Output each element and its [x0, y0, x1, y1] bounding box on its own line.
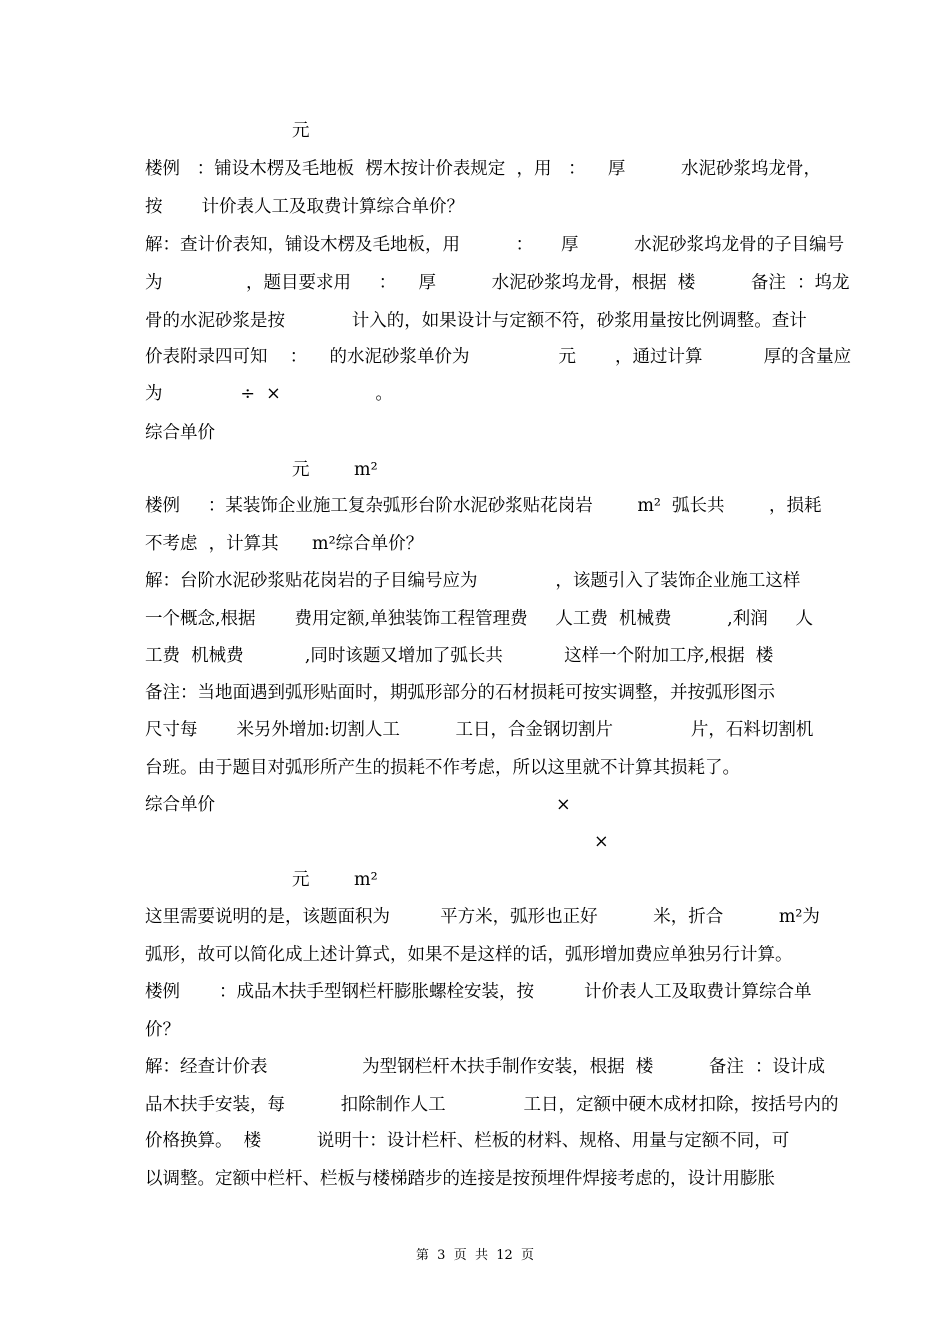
text-line: 这里需要说明的是，该题面积为 平方米，弧形也正好 米，折合 m²为	[145, 907, 820, 927]
text-line: 为 ÷ × 。	[145, 384, 393, 404]
text-line: 骨的水泥砂浆是按 计入的，如果设计与定额不符，砂浆用量按比例调整。查计	[145, 311, 807, 331]
text-line: 元	[292, 121, 310, 141]
text-line: 尺寸每 米另外增加:切割人工 工日，合金钢切割片 片，石料切割机	[145, 720, 814, 740]
text-line: 按 计价表人工及取费计算综合单价？	[145, 197, 464, 217]
text-line: 解：查计价表知，铺设木楞及毛地板，用 ： 厚 水泥砂浆坞龙骨的子目编号	[145, 235, 845, 255]
text-line: 弧形，故可以简化成上述计算式，如果不是这样的话，弧形增加费应单独另行计算。	[145, 945, 793, 965]
text-line: 楼例 ：某装饰企业施工复杂弧形台阶水泥砂浆贴花岗岩 m² 弧长共 ，损耗	[145, 496, 822, 516]
text-line: 元 m²	[292, 870, 378, 890]
text-line: 楼例 ：铺设木楞及毛地板 楞木按计价表规定 ，用 ： 厚 水泥砂浆坞龙骨，	[145, 159, 822, 179]
text-line: 一个概念,根据 费用定额,单独装饰工程管理费 人工费 机械费 ,利润 人	[145, 609, 814, 629]
text-line: 综合单价	[145, 423, 215, 443]
text-line: ×	[594, 832, 609, 852]
text-line: 台班。由于题目对弧形所产生的损耗不作考虑，所以这里就不计算其损耗了。	[145, 758, 740, 778]
text-line: 价？	[145, 1020, 180, 1040]
text-line: 解：台阶水泥砂浆贴花岗岩的子目编号应为 ，该题引入了装饰企业施工这样	[145, 571, 801, 591]
text-line: 元 m²	[292, 460, 378, 480]
text-line: 备注：当地面遇到弧形贴面时，期弧形部分的石材损耗可按实调整，并按弧形图示	[145, 683, 775, 703]
text-line: 价表附录四可知 ： 的水泥砂浆单价为 元 ，通过计算 厚的含量应	[145, 347, 852, 367]
text-line: 综合单价	[145, 795, 215, 815]
text-line: ×	[556, 795, 571, 815]
text-line: 品木扶手安装，每 扣除制作人工 工日，定额中硬木成材扣除，按括号内的	[145, 1095, 839, 1115]
text-line: 楼例 ：成品木扶手型钢栏杆膨胀螺栓安装，按 计价表人工及取费计算综合单	[145, 982, 812, 1002]
text-line: 为 ，题目要求用 ： 厚 水泥砂浆坞龙骨，根据 楼 备注 ：坞龙	[145, 273, 850, 293]
text-line: 工费 机械费 ,同时该题又增加了弧长共 这样一个附加工序,根据 楼	[145, 646, 774, 666]
text-line: 价格换算。 楼 说明十：设计栏杆、栏板的材料、规格、用量与定额不同，可	[145, 1131, 790, 1151]
text-line: 以调整。定额中栏杆、栏板与楼梯踏步的连接是按预埋件焊接考虑的，设计用膨胀	[145, 1169, 775, 1189]
text-line: 解：经查计价表 为型钢栏杆木扶手制作安装，根据 楼 备注 ：设计成	[145, 1057, 825, 1077]
text-line: 不考虑 ，计算其 m²综合单价？	[145, 534, 424, 554]
page-footer: 第 3 页 共 12 页	[415, 1248, 535, 1263]
